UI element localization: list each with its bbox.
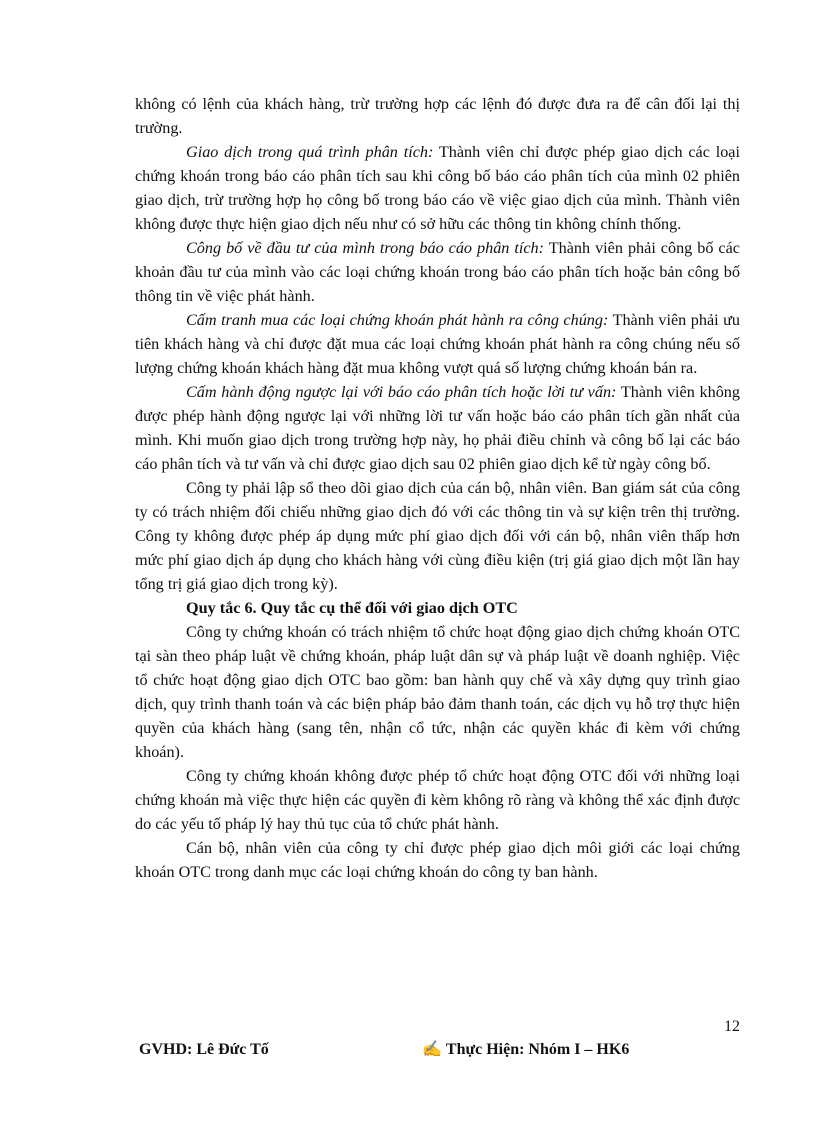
paragraph-lead: Cấm hành động ngược lại với báo cáo phân tích hoặc lời tư vấn: bbox=[186, 383, 617, 401]
paragraph-text: Công ty phải lập sổ theo dõi giao dịch của cán bộ, nhân viên. Ban giám sát của công ty có trách nhiệm đối chiếu những giao dịch đó với các thông tin và sự kiện trên thị trường. Công ty không được phép áp dụng mức phí giao dịch đối với cán bộ, nhân viên thấp hơn mức phí giao dịch áp dụng cho khách hàng với cùng điều kiện (trị giá giao dịch một lần hay tổng trị giá giao dịch trong kỳ). bbox=[135, 479, 740, 593]
paragraph bbox=[135, 476, 740, 596]
paragraph bbox=[135, 236, 740, 308]
paragraph-text: Thành viên phải công bố các khoản đầu tư của mình vào các loại chứng khoán trong báo cáo phân tích hoặc bản công bố thông tin về việc phát hành. bbox=[135, 239, 740, 305]
paragraph bbox=[135, 308, 740, 380]
paragraph-text: Thành viên phải ưu tiên khách hàng và chỉ được đặt mua các loại chứng khoán phát hành ra công chúng nếu số lượng chứng khoán khách hàng đặt mua không vượt quá số lượng chứng khoán bán ra. bbox=[135, 311, 740, 377]
paragraph-text: không có lệnh của khách hàng, trừ trường hợp các lệnh đó được đưa ra để cân đối lại thị trường. bbox=[135, 95, 740, 137]
page-number: 12 bbox=[724, 1018, 740, 1035]
document-body bbox=[135, 92, 740, 884]
paragraph: Cán bộ, nhân viên của công ty chỉ được phép giao dịch môi giới các loại chứng khoán OTC trong danh mục các loại chứng khoán do công ty ban hành. bbox=[135, 839, 740, 881]
paragraph bbox=[135, 92, 740, 140]
paragraph-text: Thành viên không được phép hành động ngược lại với những lời tư vấn hoặc báo cáo phân tích gần nhất của mình. Khi muốn giao dịch trong trường hợp này, họ phải điều chỉnh và công bố lại các báo cáo phân tích và tư vấn và chỉ được giao dịch sau 02 phiên giao dịch kể từ ngày công bố. bbox=[135, 383, 740, 473]
instructor-label: GVHD: Lê Đức Tố bbox=[139, 1041, 269, 1058]
footer-instructor bbox=[135, 1038, 269, 1062]
paragraph-text: Thành viên chỉ được phép giao dịch các loại chứng khoán trong báo cáo phân tích sau khi công bố báo cáo phân tích của mình 02 phiên giao dịch, trừ trường hợp họ công bố trong báo cáo về việc giao dịch của mình. Thành viên không được thực hiện giao dịch nếu như có sở hữu các thông tin không chính thống. bbox=[135, 143, 740, 233]
paragraph bbox=[135, 140, 740, 236]
paragraph: Công ty chứng khoán không được phép tổ chức hoạt động OTC đối với những loại chứng khoán mà việc thực hiện các quyền đi kèm không rõ ràng và không thể xác định được do các yếu tố pháp lý hay thủ tục của tổ chức phát hành. bbox=[135, 767, 740, 833]
team-label: Thực Hiện: Nhóm I – HK6 bbox=[445, 1041, 630, 1058]
paragraph-lead: Giao dịch trong quá trình phân tích: bbox=[186, 143, 434, 161]
writing-hand-icon: ✍ bbox=[422, 1041, 442, 1058]
paragraph bbox=[135, 380, 740, 476]
paragraph-lead: Công bố về đầu tư của mình trong báo cáo phân tích: bbox=[186, 239, 545, 257]
footer-team bbox=[422, 1038, 629, 1062]
paragraph-lead: Cấm tranh mua các loại chứng khoán phát hành ra công chúng: bbox=[186, 311, 609, 329]
section-heading: Quy tắc 6. Quy tắc cụ thể đối với giao dịch OTC bbox=[186, 599, 518, 617]
paragraph: Công ty chứng khoán có trách nhiệm tổ chức hoạt động giao dịch chứng khoán OTC tại sàn theo pháp luật về chứng khoán, pháp luật dân sự và pháp luật về doanh nghiệp. Việc tổ chức hoạt động giao dịch OTC bao gồm: ban hành quy chế và xây dựng quy trình giao dịch, quy trình thanh toán và các biện pháp bảo đảm thanh toán, các dịch vụ hỗ trợ thực hiện quyền của khách hàng (sang tên, nhận cổ tức, nhận các quyền khác đi kèm với chứng khoán). bbox=[135, 623, 740, 761]
